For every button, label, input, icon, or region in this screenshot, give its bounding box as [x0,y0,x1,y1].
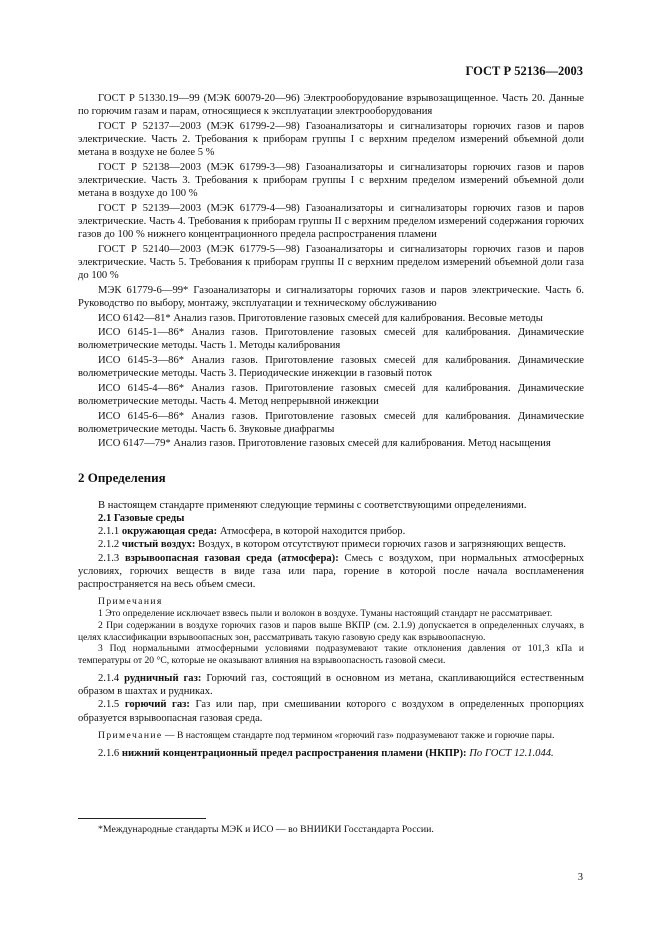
reference-item: ИСО 6145-1—86* Анализ газов. Приготовление газовых смесей для калибрования. Динамические волюметрические методы. Часть 1. Методы калибрования [78,327,584,352]
term-name: горючий газ: [124,699,190,711]
term-text: Газ или пар, при смешивании которого с воздухом в определенных пропорциях образуется взрывоопасная газовая среда. [78,699,584,724]
term-number: 2.1.1 [98,526,120,538]
section-intro: В настоящем стандарте применяют следующие термины с соответствующими определениями. [98,499,527,511]
term-number: 2.1.6 [98,747,120,759]
notes-label: Примечания [98,596,163,608]
reference-item: ГОСТ Р 51330.19—99 (МЭК 60079-20—96) Электрооборудование взрывозащищенное. Часть 20. Данные по горючим газам и парам, относящиеся к эксплуатации электрооборудования [78,93,584,118]
term-text: Атмосфера, в которой находится прибор. [217,526,406,538]
term-definition [78,747,584,760]
term-number: 2.1.3 [98,552,120,564]
term-definition [78,525,584,538]
reference-item: ГОСТ Р 52138—2003 (МЭК 61799-3—98) Газоанализаторы и сигнализаторы горючих газов и паров электрические. Часть 3. Требования к приборам группы I с верхним пределом измерений объемной доли метана в воздухе до 100 % [78,161,584,200]
note-item: 1 Это определение исключает взвесь пыли и волокон в воздухе. Туманы настоящий стандарт не рассматривает. [98,608,553,619]
subsection-title: 2.1 Газовые среды [98,512,185,524]
page-body [78,92,584,760]
term-number: 2.1.5 [98,699,120,711]
note-item: 3 Под нормальными атмосферными условиями подразумевают такие отклонения давления от 101,3 кПа и температуры от 20 °С, которые не оказывают влияния на взрывоопасность газовой смеси. [78,643,584,667]
note-text: — В настоящем стандарте под термином «горючий газ» подразумевают также и горючие пары. [162,729,555,741]
note-single [78,730,584,742]
reference-item: ИСО 6147—79* Анализ газов. Приготовление газовых смесей для калибрования. Метод насыщения [98,438,551,450]
term-definition [78,538,584,551]
term-definition [78,552,584,592]
term-number: 2.1.4 [98,672,120,684]
term-name: рудничный газ: [124,672,202,684]
reference-item: ГОСТ Р 52139—2003 (МЭК 61779-4—98) Газоанализаторы и сигнализаторы горючих газов и паров электрические. Часть 4. Требования к приборам группы II с верхним пределом измерений содержания горючих газов до 100 % нижнего концентрационного предела распространения пламени [78,202,584,241]
reference-item: ИСО 6145-6—86* Анализ газов. Приготовление газовых смесей для калибрования. Динамические волюметрические методы. Часть 6. Звуковые диафрагмы [78,410,584,435]
reference-item: МЭК 61779-6—99* Газоанализаторы и сигнализаторы горючих газов и паров электрические. Часть 6. Руководство по выбору, монтажу, эксплуатации и техническому обслуживанию [78,284,584,309]
term-text: Воздух, в котором отсутствуют примеси горючих газов и загрязняющих веществ. [195,539,566,551]
document-header: ГОСТ Р 52136—2003 [465,64,583,78]
reference-item: ИСО 6145-4—86* Анализ газов. Приготовление газовых смесей для калибрования. Динамические волюметрические методы. Часть 4. Метод непрерывной инжекции [78,382,584,407]
reference-item: ИСО 6142—81* Анализ газов. Приготовление газовых смесей для калибрования. Весовые методы [98,312,543,324]
footnote-divider [78,818,206,819]
term-number: 2.1.2 [98,539,120,551]
page-number: 3 [577,872,583,883]
term-name: взрывоопасная газовая среда (атмосфера): [124,552,339,564]
reference-item: ГОСТ Р 52140—2003 (МЭК 61779-5—98) Газоанализаторы и сигнализаторы горючих газов и паров электрические. Часть 5. Требования к приборам группы II с верхним пределом измерений объемной доли газа до 100 % [78,243,584,282]
reference-item: ГОСТ Р 52137—2003 (МЭК 61799-2—98) Газоанализаторы и сигнализаторы горючих газов и паров электрические. Часть 2. Требования к приборам группы I с верхним пределом измерений объемной доли метана в воздухе не более 5 % [78,120,584,159]
term-text: Горючий газ, состоящий в основном из метана, скапливающийся естественным образом в шахтах и рудниках. [78,672,584,698]
term-name: чистый воздух: [121,539,196,551]
note-label: Примечание [98,729,163,741]
section-title: 2 Определения [78,469,166,485]
term-text: По ГОСТ 12.1.044. [469,747,554,759]
reference-item: ИСО 6145-3—86* Анализ газов. Приготовление газовых смесей для калибрования. Динамические волюметрические методы. Часть 3. Периодические инжекции в газовый поток [78,354,584,380]
footnote: *Международные стандарты МЭК и ИСО — во ВНИИКИ Госстандарта России. [98,824,434,835]
term-text: Смесь с воздухом, при нормальных атмосферных условиях, горючих веществ в виде газа или пара, горение в которой после начала воспламенения распространяется на весь объем смеси. [78,552,584,590]
term-name: окружающая среда: [121,526,218,538]
note-item: 2 При содержании в воздухе горючих газов и паров выше ВКПР (см. 2.1.9) допускается в определенных случаях, в целях классификации взрывоопасных зон, рассматривать такую газовую среду как взрывоопасную. [78,619,584,643]
term-definition [78,698,584,724]
term-name: нижний концентрационный предел распространения пламени (НКПР): [121,747,467,759]
term-definition [78,672,584,698]
